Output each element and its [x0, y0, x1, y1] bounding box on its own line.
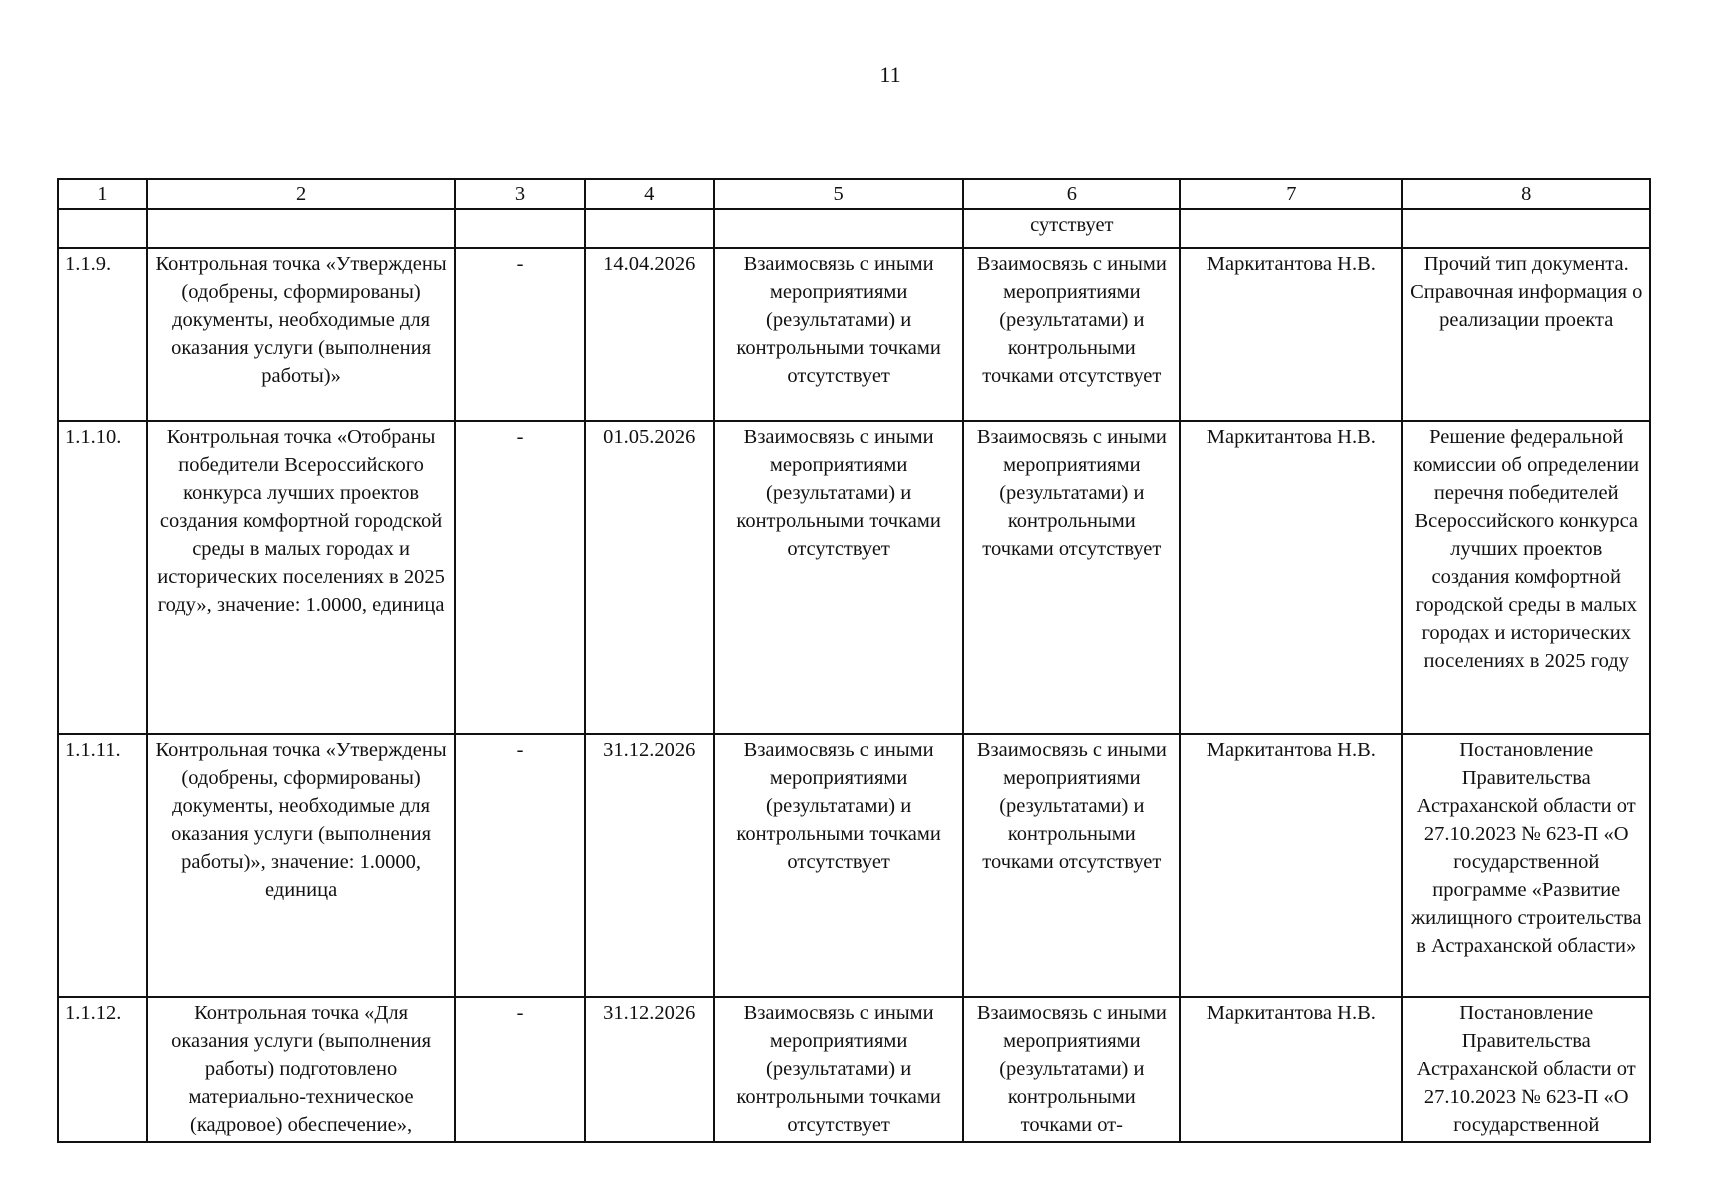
table-row	[58, 248, 1650, 421]
table-row	[58, 997, 1650, 1142]
control-point-name: Контрольная точка «Для оказания услуги (выполнения работы) подготовлено материально-техническое (кадровое) обеспечение»,	[147, 997, 456, 1142]
relationship-text: Взаимосвязь с иными мероприятиями (результатами) и контрольными точками отсутствует	[963, 421, 1180, 734]
column-header: 8	[1402, 179, 1650, 209]
row-number: 1.1.11.	[58, 734, 147, 997]
relationship-text: Взаимосвязь с иными мероприятиями (результатами) и контрольными точками отсутствует	[963, 734, 1180, 997]
document-type: Постановление Правительства Астраханской области от 27.10.2023 № 623-П «О государственной программе «Развитие жилищного строительства в Астраханской области»	[1402, 734, 1650, 997]
column-3-value: -	[455, 734, 584, 997]
page-number: 11	[879, 62, 901, 87]
responsible-person: Маркитантова Н.В.	[1180, 248, 1402, 421]
due-date: 01.05.2026	[585, 421, 714, 734]
table-row	[58, 421, 1650, 734]
document-type: Прочий тип документа. Справочная информация о реализации проекта	[1402, 248, 1650, 421]
control-point-name: Контрольная точка «Отобраны победители Всероссийского конкурса лучших проектов создания комфортной городской среды в малых городах и исторических поселениях в 2025 году», значение: 1.0000, единица	[147, 421, 456, 734]
row-number: 1.1.10.	[58, 421, 147, 734]
row-number: 1.1.9.	[58, 248, 147, 421]
due-date: 31.12.2026	[585, 997, 714, 1142]
relationship-text: Взаимосвязь с иными мероприятиями (результатами) и контрольными точками от-	[963, 997, 1180, 1142]
table-cell	[1402, 209, 1650, 248]
due-date: 31.12.2026	[585, 734, 714, 997]
relationship-text: Взаимосвязь с иными мероприятиями (результатами) и контрольными точками отсутствует	[714, 734, 964, 997]
table-cell	[58, 209, 147, 248]
table-cell	[1180, 209, 1402, 248]
control-point-name: Контрольная точка «Утверждены (одобрены, сформированы) документы, необходимые для оказания услуги (выполнения работы)»	[147, 248, 456, 421]
control-points-table	[57, 178, 1651, 1143]
relationship-text: Взаимосвязь с иными мероприятиями (результатами) и контрольными точками отсутствует	[714, 997, 964, 1142]
row-number: 1.1.12.	[58, 997, 147, 1142]
relationship-text: Взаимосвязь с иными мероприятиями (результатами) и контрольными точками отсутствует	[714, 421, 964, 734]
column-3-value: -	[455, 248, 584, 421]
document-type: Постановление Правительства Астраханской области от 27.10.2023 № 623-П «О государственной	[1402, 997, 1650, 1142]
continuation-row	[58, 209, 1650, 248]
responsible-person: Маркитантова Н.В.	[1180, 421, 1402, 734]
table-cell	[455, 209, 584, 248]
column-header: 6	[963, 179, 1180, 209]
column-number-header	[58, 179, 1650, 209]
column-header: 3	[455, 179, 584, 209]
column-header: 5	[714, 179, 964, 209]
table-cell	[714, 209, 964, 248]
responsible-person: Маркитантова Н.В.	[1180, 997, 1402, 1142]
table-cell: сутствует	[963, 209, 1180, 248]
column-3-value: -	[455, 421, 584, 734]
document-type: Решение федеральной комиссии об определении перечня победителей Всероссийского конкурса лучших проектов создания комфортной городской среды в малых городах и исторических поселениях в 2025 году	[1402, 421, 1650, 734]
relationship-text: Взаимосвязь с иными мероприятиями (результатами) и контрольными точками отсутствует	[963, 248, 1180, 421]
column-header: 1	[58, 179, 147, 209]
relationship-text: Взаимосвязь с иными мероприятиями (результатами) и контрольными точками отсутствует	[714, 248, 964, 421]
control-point-name: Контрольная точка «Утверждены (одобрены, сформированы) документы, необходимые для оказания услуги (выполнения работы)», значение: 1.0000, единица	[147, 734, 456, 997]
column-header: 4	[585, 179, 714, 209]
table-cell	[147, 209, 456, 248]
column-header: 7	[1180, 179, 1402, 209]
column-header: 2	[147, 179, 456, 209]
table-row	[58, 734, 1650, 997]
due-date: 14.04.2026	[585, 248, 714, 421]
responsible-person: Маркитантова Н.В.	[1180, 734, 1402, 997]
table-cell	[585, 209, 714, 248]
column-3-value: -	[455, 997, 584, 1142]
